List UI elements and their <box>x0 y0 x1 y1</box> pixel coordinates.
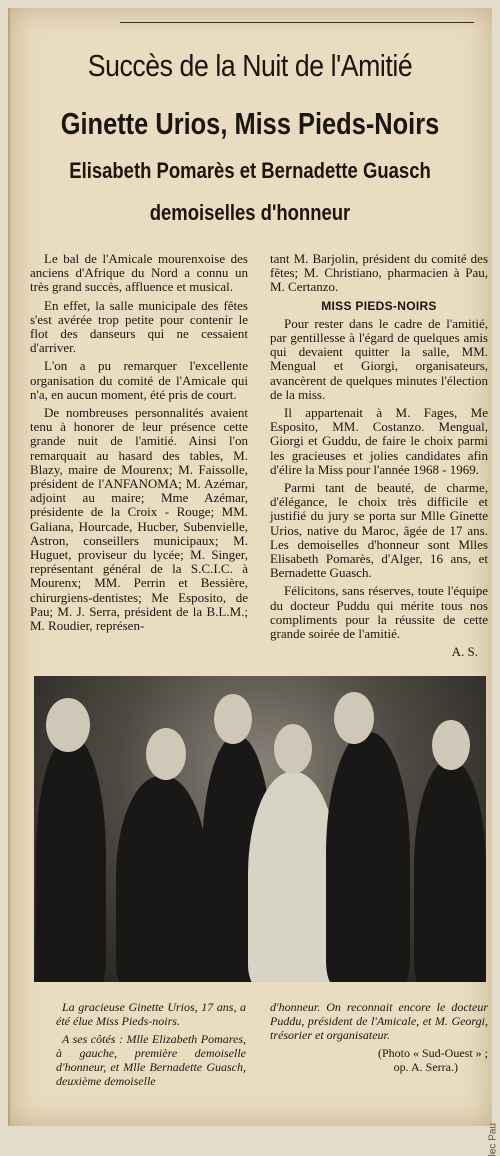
author-signature: A. S. <box>451 644 478 660</box>
paragraph: Pour rester dans le cadre de l'amitié, par gentillesse à l'égard de quelques amis qui devaient quitter la salle, MM. Mengual et Giorgi, organisateurs, avancèrent de quelques minutes l'élection de la miss. <box>270 315 488 402</box>
paragraph: En effet, la salle municipale des fêtes s'est avérée trop petite pour contenir le flot des danseurs qui ne cessaient d'arriver. <box>30 297 248 356</box>
photo-credit-2: op. A. Serra.) <box>393 1060 458 1074</box>
top-rule <box>120 22 474 23</box>
photo-caption-right <box>270 1000 488 1074</box>
paragraph: L'on a pu remarquer l'excellente organisation du comité de l'Amicale qui n'a, en aucun moment, été pris de court. <box>30 358 248 402</box>
caption-line: La gracieuse Ginette Urios, 17 ans, a été élue Miss Pieds-noirs. <box>56 1000 246 1028</box>
person-silhouette <box>116 776 208 982</box>
headline-sub-2: demoiselles d'honneur <box>149 200 351 225</box>
person-silhouette <box>248 772 338 982</box>
article-right-column <box>270 252 488 659</box>
photo-caption-left <box>56 1000 246 1088</box>
face <box>146 728 186 780</box>
paragraph: Le bal de l'Amicale mourenxoise des anciens d'Afrique du Nord a connu un très grand succès, affluence et musical. <box>30 251 248 295</box>
section-subhead: MISS PIEDS-NOIRS <box>321 298 437 313</box>
paragraph: Félicitons, sans réserves, toute l'équipe du docteur Puddu qui mérite tous nos compliments pour la réussite de cette grande soirée de l'amitié. <box>270 583 488 642</box>
margin-stamp: lec Pau <box>487 1123 498 1156</box>
headline-title: Succès de la Nuit de l'Amitié <box>87 48 413 83</box>
paragraph-continued: tant M. Barjolin, président du comité des fêtes; M. Christiano, pharmacien à Pau, M. Certanzo. <box>270 251 488 295</box>
face <box>46 698 90 752</box>
caption-line: A ses côtés : Mlle Elizabeth Pomares, à gauche, première demoiselle d'honneur, et Mlle Bernadette Guasch, deuxième demoiselle <box>56 1032 246 1088</box>
face <box>214 694 252 744</box>
face <box>274 724 312 774</box>
paragraph: De nombreuses personnalités avaient tenu à honorer de leur présence cette grande nuit de l'amitié. Ainsi l'on remarquait au hasard des tables, M. Blazy, maire de Mourenx; M. Faissolle, président de l'ANFANOMA; M. Azémar, adjoint au maire; Mme Azémar, présidente de la Croix - Rouge; MM. Galiana, Hourcade, Hucber, Subenvielle, Astron, conseillers municipaux; M. Huguet, proviseur du lycée; M. Singer, représentant général de la S.C.I.C. à Mourenx; MM. Perrin et Bessière, chirurgiens-dentistes; Me Esposito, de Pau; M. J. Serra, président de la B.L.M.; M. Roudier, représen- <box>30 405 248 634</box>
paragraph: Parmi tant de beauté, de charme, d'élégance, le choix très difficile et justifié du jury se porta sur Mlle Ginette Urios, native du Maroc, âgée de 17 ans. Les demoiselles d'honneur sont Mlles Elisabeth Pomarès, d'Alger, 16 ans, et Bernadette Guasch. <box>270 480 488 581</box>
headline-main: Ginette Urios, Miss Pieds-Noirs <box>60 106 440 141</box>
paragraph: Il appartenait à M. Fages, Me Esposito, MM. Costanzo. Mengual, Giorgi et Guddu, de faire le choix parmi les gracieuses et jolies candidates afin d'élire la Miss pour l'année 1968 - 1969. <box>270 405 488 477</box>
person-silhouette <box>414 760 486 982</box>
person-silhouette <box>36 736 106 982</box>
caption-line: d'honneur. On reconnait encore le docteur Puddu, président de l'Amicale, et M. Georgi, trésorier et organisateur. <box>270 1000 488 1042</box>
face <box>432 720 470 770</box>
person-silhouette <box>326 732 410 982</box>
face <box>334 692 374 744</box>
photo-credit-1: (Photo « Sud-Ouest » ; <box>377 1046 488 1060</box>
headline-sub-1: Elisabeth Pomarès et Bernadette Guasch <box>69 158 431 183</box>
article-left-column <box>30 252 248 637</box>
group-photo <box>34 676 486 982</box>
